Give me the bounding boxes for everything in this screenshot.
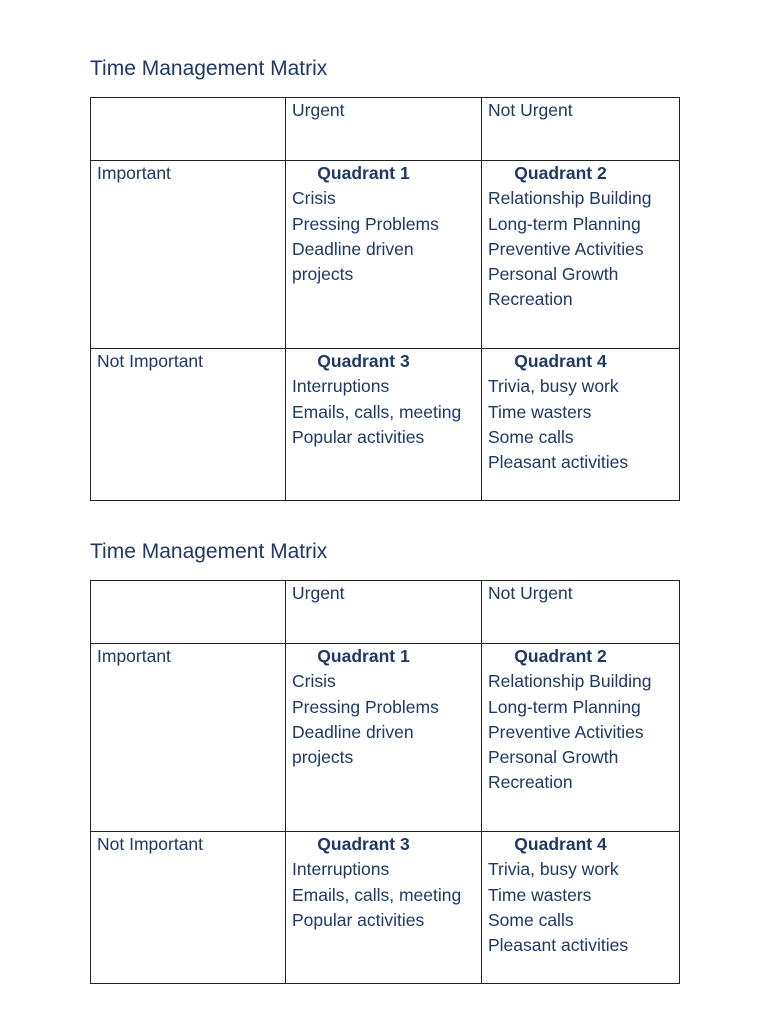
quadrant-title: Quadrant 1 xyxy=(317,646,410,666)
table-row xyxy=(91,832,680,984)
corner-cell xyxy=(91,98,286,161)
matrix-title: Time Management Matrix xyxy=(90,540,328,563)
row-header-important: Important xyxy=(91,644,286,832)
quadrant-4-cell xyxy=(482,832,680,984)
list-item: Emails, calls, meeting xyxy=(292,401,462,422)
quadrant-title: Quadrant 3 xyxy=(317,834,410,854)
table-row xyxy=(91,98,680,161)
list-item: Pleasant activities xyxy=(488,935,629,956)
list-item: Deadline driven xyxy=(292,721,414,742)
list-item: Time wasters xyxy=(488,884,592,905)
quadrant-1-cell xyxy=(286,161,482,349)
list-item: Popular activities xyxy=(292,426,425,447)
list-item: Some calls xyxy=(488,909,574,930)
list-item: Personal Growth xyxy=(488,264,619,285)
list-item: Popular activities xyxy=(292,909,425,930)
list-item: Relationship Building xyxy=(488,671,652,692)
list-item: Pleasant activities xyxy=(488,452,629,473)
list-item: Long-term Planning xyxy=(488,213,641,234)
quadrant-title: Quadrant 4 xyxy=(514,351,607,371)
quadrant-title: Quadrant 1 xyxy=(317,163,410,183)
list-item: Pressing Problems xyxy=(292,213,439,234)
list-item: Crisis xyxy=(292,671,336,692)
table-row xyxy=(91,161,680,349)
list-item: Deadline driven xyxy=(292,238,414,259)
table-row xyxy=(91,644,680,832)
column-header-not-urgent: Not Urgent xyxy=(482,98,680,161)
list-item: Preventive Activities xyxy=(488,721,644,742)
column-header-urgent: Urgent xyxy=(286,98,482,161)
row-header-not-important: Not Important xyxy=(91,349,286,501)
matrix-table xyxy=(90,580,680,984)
row-header-important: Important xyxy=(91,161,286,349)
list-item: Interruptions xyxy=(292,859,390,880)
list-item: Interruptions xyxy=(292,376,390,397)
column-header-urgent: Urgent xyxy=(286,581,482,644)
table-row xyxy=(91,349,680,501)
quadrant-title: Quadrant 3 xyxy=(317,351,410,371)
list-item: Preventive Activities xyxy=(488,238,644,259)
matrix-title: Time Management Matrix xyxy=(90,57,328,80)
matrix-table xyxy=(90,97,680,501)
list-item: Trivia, busy work xyxy=(488,376,619,397)
list-item: Recreation xyxy=(488,772,573,793)
table-row xyxy=(91,581,680,644)
list-item: projects xyxy=(292,747,354,768)
quadrant-title: Quadrant 2 xyxy=(514,646,607,666)
list-item: Time wasters xyxy=(488,401,592,422)
list-item: Trivia, busy work xyxy=(488,859,619,880)
list-item: projects xyxy=(292,264,354,285)
list-item: Recreation xyxy=(488,289,573,310)
list-item: Long-term Planning xyxy=(488,696,641,717)
list-item: Crisis xyxy=(292,188,336,209)
quadrant-3-cell xyxy=(286,832,482,984)
list-item: Emails, calls, meeting xyxy=(292,884,462,905)
list-item: Some calls xyxy=(488,426,574,447)
list-item: Relationship Building xyxy=(488,188,652,209)
quadrant-3-cell xyxy=(286,349,482,501)
corner-cell xyxy=(91,581,286,644)
quadrant-4-cell xyxy=(482,349,680,501)
list-item: Pressing Problems xyxy=(292,696,439,717)
quadrant-2-cell xyxy=(482,161,680,349)
quadrant-title: Quadrant 2 xyxy=(514,163,607,183)
quadrant-title: Quadrant 4 xyxy=(514,834,607,854)
quadrant-2-cell xyxy=(482,644,680,832)
row-header-not-important: Not Important xyxy=(91,832,286,984)
column-header-not-urgent: Not Urgent xyxy=(482,581,680,644)
list-item: Personal Growth xyxy=(488,747,619,768)
quadrant-1-cell xyxy=(286,644,482,832)
